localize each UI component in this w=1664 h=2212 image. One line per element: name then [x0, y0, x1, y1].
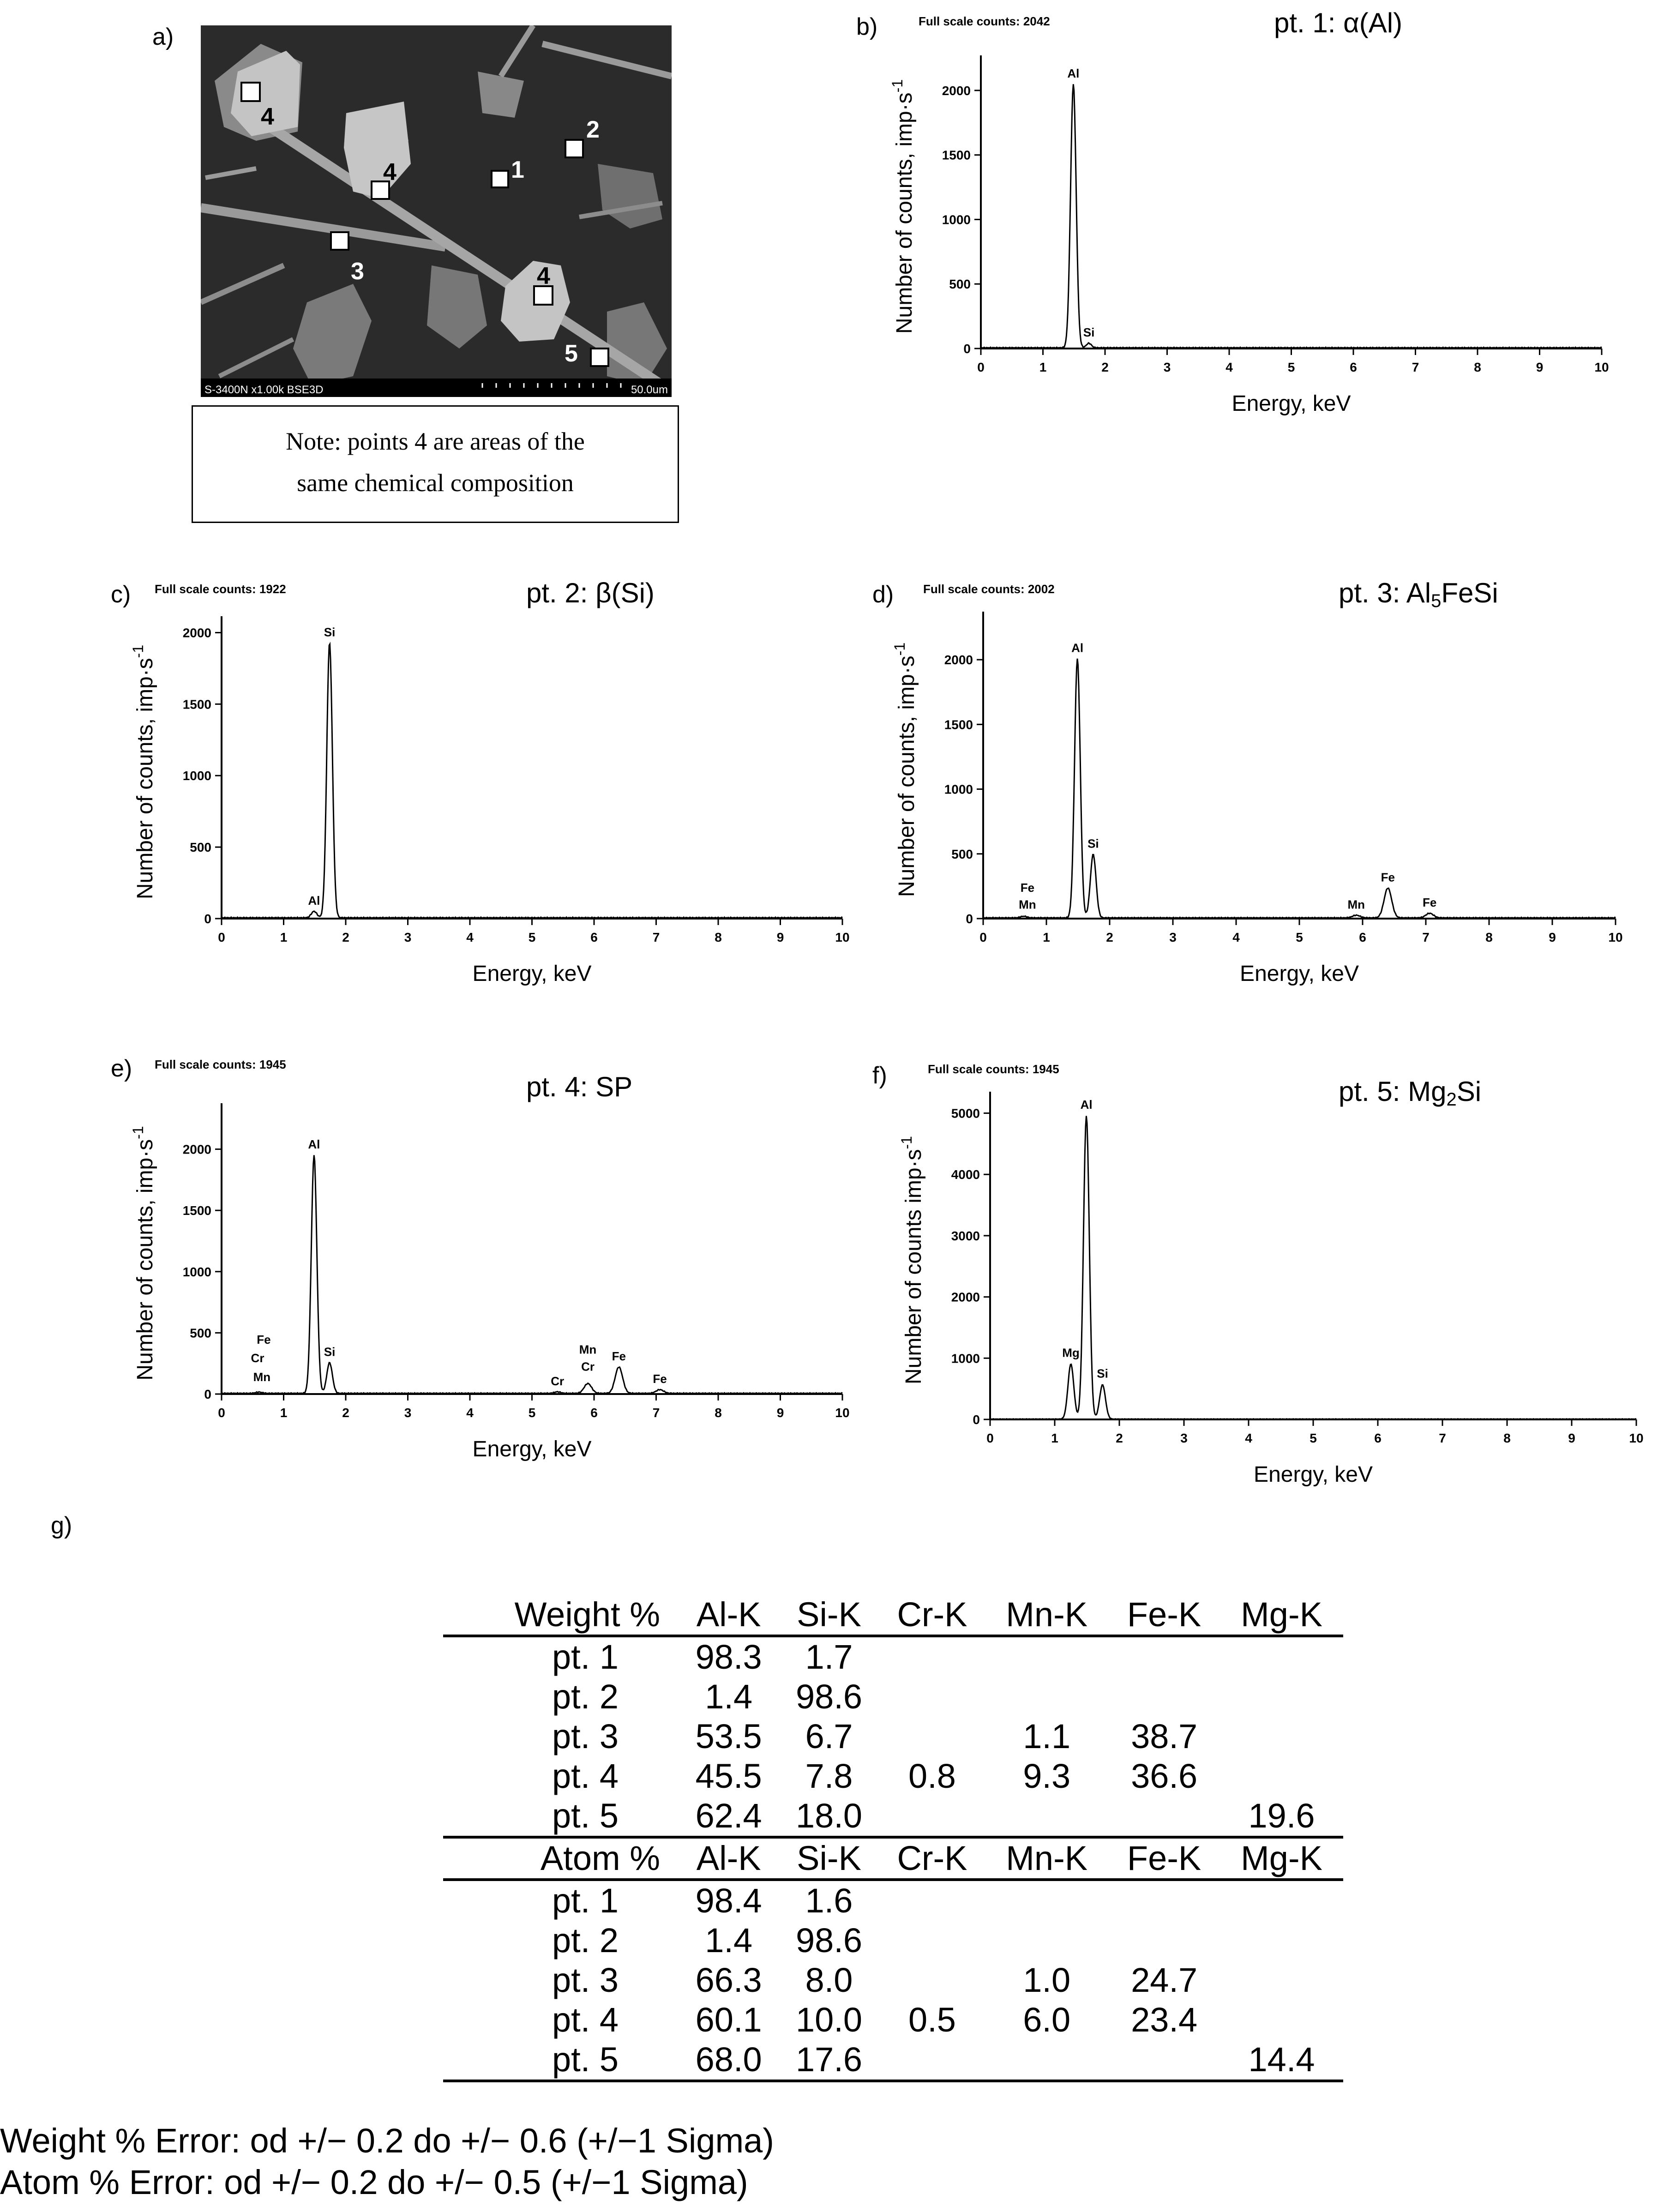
x-axis-label: Energy, keV [1240, 962, 1359, 986]
table-cell: 6.7 [805, 1717, 853, 1755]
x-tick-label: 7 [652, 1406, 660, 1420]
marker-label: 2 [586, 116, 600, 143]
table-cell: 53.5 [695, 1717, 762, 1755]
row-label: pt. 5 [443, 2040, 679, 2081]
y-tick-label: 500 [951, 847, 973, 861]
spectrum-chart-d [891, 577, 1623, 986]
row-label: pt. 1 [552, 1881, 619, 1920]
col-header: Mn-K [985, 1595, 1108, 1636]
col-header: Fe-K [1108, 1595, 1220, 1636]
table-cell [879, 1921, 985, 1960]
marker-label: 4 [537, 263, 550, 289]
y-axis-label-main: Number of counts, imp·s [133, 1139, 157, 1381]
y-axis-label-sup: -1 [891, 642, 908, 656]
y-tick-label: 500 [190, 1326, 211, 1340]
y-tick-label: 500 [190, 840, 211, 855]
y-tick-label: 1000 [944, 782, 973, 797]
panel-letter-g: g) [51, 1512, 72, 1539]
panel-letter-e: e) [111, 1055, 132, 1082]
peak-label: Fe [653, 1372, 667, 1386]
table-row [443, 2040, 1343, 2081]
y-tick-label: 2000 [951, 1290, 980, 1304]
y-tick-label: 0 [204, 1387, 211, 1401]
table-row [443, 1921, 1343, 1960]
spectrum-line [222, 1155, 842, 1394]
x-tick-label: 8 [715, 930, 722, 944]
table-cell [985, 1921, 1108, 1960]
peak-label: Al [1067, 66, 1080, 81]
x-tick-label: 10 [835, 1406, 850, 1420]
chart-title-main: pt. 4: SP [526, 1071, 633, 1102]
col-header: Al-K [679, 1595, 779, 1636]
micrograph-footer-left: S-3400N x1.00k BSE3D [204, 384, 324, 396]
table-cell: 98.4 [695, 1881, 762, 1920]
x-tick-label: 5 [1296, 930, 1303, 944]
spectrum-line [990, 1116, 1636, 1419]
row-label: pt. 4 [552, 1757, 619, 1795]
peak-label: Cr [251, 1351, 264, 1365]
table-row [443, 2000, 1343, 2040]
row-label: pt. 1 [552, 1638, 619, 1676]
x-tick-label: 5 [1310, 1431, 1317, 1445]
y-tick-label: 1000 [942, 212, 971, 227]
marker-label: 4 [261, 103, 274, 130]
peak-label: Si [324, 1345, 336, 1359]
chart-title-main: pt. 1: α(Al) [1274, 7, 1403, 38]
x-tick-label: 4 [1245, 1431, 1252, 1445]
y-tick-label: 5000 [951, 1106, 980, 1121]
x-tick-label: 6 [590, 1406, 598, 1420]
chart-title-sub: 2 [1446, 1089, 1457, 1110]
x-tick-label: 9 [776, 930, 784, 944]
micrograph-footer-right: 50.0um [631, 384, 668, 396]
col-header: Cr-K [879, 1837, 985, 1880]
note-line-2: same chemical composition [297, 469, 574, 497]
peak-label: Cr [581, 1359, 595, 1374]
col-header: Al-K [679, 1837, 779, 1880]
x-tick-label: 4 [1232, 930, 1240, 944]
table-cell: 0.5 [908, 2001, 956, 2039]
peak-label: Si [324, 625, 336, 639]
table-cell [879, 2040, 985, 2081]
x-tick-label: 4 [466, 1406, 474, 1420]
y-tick-label: 1000 [182, 1264, 211, 1279]
x-tick-label: 3 [404, 1406, 412, 1420]
x-tick-label: 2 [1101, 360, 1109, 374]
peak-label: Si [1097, 1366, 1108, 1381]
col-header: Mg-K [1220, 1595, 1343, 1636]
x-tick-label: 0 [218, 930, 225, 944]
table-cell: 45.5 [695, 1757, 762, 1795]
col-header: Si-K [779, 1837, 879, 1880]
marker-label: 5 [565, 340, 578, 367]
x-tick-label: 1 [1039, 360, 1047, 374]
col-header: Mn-K [985, 1837, 1108, 1880]
y-tick-label: 1500 [944, 717, 973, 732]
spectrum-line [983, 659, 1616, 919]
atom-error-note: Atom % Error: od +/− 0.2 do +/− 0.5 (+/−1 Sigma) [0, 2163, 748, 2201]
table-cell: 1.4 [705, 1921, 753, 1960]
col-header: Mg-K [1220, 1837, 1343, 1880]
peak-label: Fe [1381, 870, 1395, 884]
y-axis-label-main: Number of counts imp·s [901, 1149, 926, 1384]
weight-error-note: Weight % Error: od +/− 0.2 do +/− 0.6 (+/−1 Sigma) [0, 2122, 774, 2160]
peak-label: Mn [1347, 897, 1365, 912]
table-cell: 8.0 [805, 1961, 853, 1999]
x-tick-label: 0 [218, 1406, 225, 1420]
marker-label: 4 [383, 159, 396, 186]
y-axis-label-sup: -1 [130, 1126, 146, 1139]
y-tick-label: 1500 [942, 148, 971, 162]
table-row [443, 1717, 1343, 1756]
x-tick-label: 7 [1439, 1431, 1446, 1445]
chart-title-tail: Si [1456, 1076, 1482, 1107]
y-axis-label [889, 79, 917, 334]
x-tick-label: 1 [1051, 1431, 1058, 1445]
table-cell [1108, 1796, 1220, 1837]
x-axis-label: Energy, keV [1254, 1462, 1373, 1487]
panel-letter-b: b) [856, 13, 878, 40]
row-label: pt. 3 [552, 1717, 619, 1755]
table-cell [879, 1960, 985, 2000]
table-cell: 1.6 [805, 1881, 853, 1920]
atom-header: Atom % [443, 1837, 679, 1880]
table-cell [879, 1880, 985, 1921]
peak-label: Mg [1062, 1346, 1080, 1360]
panel-letter-d: d) [872, 581, 894, 608]
peak-label: Si [1087, 836, 1099, 851]
y-tick-label: 1500 [182, 697, 211, 712]
row-label: pt. 3 [552, 1961, 619, 1999]
table-cell [1220, 1756, 1343, 1796]
spectrum-chart-c [130, 577, 850, 986]
x-tick-label: 10 [835, 930, 850, 944]
y-tick-label: 0 [204, 912, 211, 926]
x-tick-label: 9 [1549, 930, 1556, 944]
x-tick-label: 6 [1350, 360, 1357, 374]
full-scale-counts: Full scale counts: 1922 [155, 582, 286, 596]
y-axis-label-main: Number of counts, imp·s [133, 658, 157, 900]
marker-label: 1 [511, 156, 524, 183]
table-row [443, 1960, 1343, 2000]
table-cell: 62.4 [679, 1796, 779, 1837]
table-cell [985, 1796, 1108, 1837]
y-axis-label-sup: -1 [898, 1136, 915, 1149]
x-tick-label: 6 [1374, 1431, 1382, 1445]
y-axis-label [898, 1136, 926, 1384]
x-axis-label: Energy, keV [472, 1437, 592, 1461]
table-cell: 6.0 [1023, 2001, 1071, 2039]
full-scale-counts: Full scale counts: 2042 [919, 14, 1050, 28]
table-cell [1220, 1880, 1343, 1921]
panel-letter-f: f) [872, 1062, 887, 1089]
row-label: pt. 2 [552, 1921, 619, 1960]
y-tick-label: 500 [949, 277, 971, 292]
peak-label: Fe [1020, 880, 1035, 895]
x-tick-label: 2 [342, 1406, 349, 1420]
chart-title-main: pt. 2: β(Si) [526, 577, 655, 608]
x-tick-label: 8 [1485, 930, 1493, 944]
x-tick-label: 8 [715, 1406, 722, 1420]
panel-letter-c: c) [111, 581, 131, 608]
y-tick-label: 2000 [182, 1142, 211, 1157]
x-tick-label: 3 [404, 930, 412, 944]
table-cell: 17.6 [779, 2040, 879, 2081]
x-tick-label: 6 [590, 930, 598, 944]
table-row [443, 1796, 1343, 1837]
x-tick-label: 2 [1116, 1431, 1123, 1445]
table-cell [879, 1636, 985, 1677]
y-tick-label: 1000 [182, 769, 211, 783]
x-tick-label: 8 [1474, 360, 1481, 374]
row-label: pt. 4 [552, 2001, 619, 2039]
chart-title [526, 577, 655, 608]
table-cell [879, 1796, 985, 1837]
table-cell [879, 1677, 985, 1717]
x-tick-label: 1 [280, 1406, 288, 1420]
table-row [443, 1880, 1343, 1921]
peak-label: Fe [257, 1333, 271, 1347]
marker-label: 3 [351, 258, 364, 285]
table-cell: 1.0 [1023, 1961, 1071, 1999]
table-cell: 24.7 [1131, 1961, 1198, 1999]
y-tick-label: 4000 [951, 1167, 980, 1182]
chart-title [1339, 577, 1498, 611]
panel-letter-a: a) [152, 24, 174, 50]
full-scale-counts: Full scale counts: 1945 [155, 1058, 286, 1071]
peak-label: Si [1083, 325, 1095, 340]
peak-label: Al [308, 1137, 320, 1152]
peak-label: Mn [1019, 897, 1036, 912]
y-tick-label: 3000 [951, 1228, 980, 1243]
x-tick-label: 9 [776, 1406, 784, 1420]
peak-label: Cr [551, 1374, 565, 1388]
chart-title [1274, 7, 1402, 38]
x-tick-label: 5 [528, 930, 536, 944]
peak-label: Fe [612, 1349, 626, 1363]
y-tick-label: 1000 [951, 1351, 980, 1366]
table-row [443, 1677, 1343, 1717]
x-tick-label: 1 [280, 930, 288, 944]
x-tick-label: 9 [1568, 1431, 1575, 1445]
y-axis-label-main: Number of counts, imp·s [895, 655, 919, 897]
x-tick-label: 1 [1043, 930, 1050, 944]
y-tick-label: 2000 [182, 625, 211, 640]
x-tick-label: 5 [528, 1406, 536, 1420]
x-tick-label: 10 [1608, 930, 1623, 944]
x-tick-label: 7 [652, 930, 660, 944]
table-cell: 98.6 [796, 1921, 863, 1960]
table-cell [1108, 1636, 1220, 1677]
x-tick-label: 9 [1536, 360, 1544, 374]
weight-header: Weight % [443, 1595, 679, 1636]
y-tick-label: 1500 [182, 1203, 211, 1218]
table-cell: 23.4 [1131, 2001, 1198, 2039]
col-header: Cr-K [879, 1595, 985, 1636]
y-axis-label [891, 643, 919, 897]
table-cell [985, 1880, 1108, 1921]
full-scale-counts: Full scale counts: 2002 [923, 582, 1055, 596]
y-tick-label: 0 [966, 912, 973, 926]
y-axis-label-sup: -1 [889, 79, 906, 93]
peak-label: Mn [253, 1370, 271, 1384]
table-cell [985, 1677, 1108, 1717]
table-cell [1220, 2000, 1343, 2040]
note-line-1: Note: points 4 are areas of the [286, 427, 585, 455]
x-tick-label: 2 [342, 930, 349, 944]
spectrum-chart-b [889, 7, 1609, 416]
table-cell: 36.6 [1131, 1757, 1198, 1795]
y-axis-label-sup: -1 [130, 644, 146, 658]
table-cell: 10.0 [796, 2001, 863, 2039]
x-tick-label: 2 [1106, 930, 1113, 944]
y-axis-label [130, 645, 157, 899]
table-cell: 1.1 [1023, 1717, 1071, 1755]
y-axis-label [130, 1126, 157, 1380]
table-cell: 7.8 [805, 1757, 853, 1795]
peak-label: Fe [1423, 896, 1437, 910]
table-cell: 98.6 [796, 1677, 863, 1716]
table-cell: 66.3 [695, 1961, 762, 1999]
table-cell: 9.3 [1023, 1757, 1071, 1795]
x-axis-label: Energy, keV [1231, 391, 1351, 416]
table-cell [985, 1636, 1108, 1677]
x-tick-label: 6 [1359, 930, 1366, 944]
composition-table [443, 1595, 1343, 2082]
x-tick-label: 4 [1225, 360, 1233, 374]
peak-label: Al [1071, 641, 1084, 655]
table-row [443, 1756, 1343, 1796]
spectrum-line [222, 644, 842, 919]
chart-title [1339, 1076, 1481, 1110]
table-cell [1220, 1636, 1343, 1677]
row-label: pt. 5 [443, 1796, 679, 1837]
table-row [443, 1636, 1343, 1677]
table-cell [1108, 2040, 1220, 2081]
y-tick-label: 2000 [942, 83, 971, 98]
table-cell [1220, 1960, 1343, 2000]
x-tick-label: 3 [1163, 360, 1171, 374]
peak-label: Al [1080, 1098, 1093, 1112]
table-cell [985, 2040, 1108, 2081]
table-cell: 1.7 [805, 1638, 853, 1676]
x-tick-label: 0 [977, 360, 985, 374]
table-cell: 98.3 [695, 1638, 762, 1676]
x-tick-label: 7 [1422, 930, 1430, 944]
spectrum-chart-f [898, 1062, 1644, 1487]
x-axis-label: Energy, keV [472, 962, 592, 986]
table-cell [1108, 1677, 1220, 1717]
table-cell: 38.7 [1131, 1717, 1198, 1755]
chart-title-main: pt. 5: Mg [1339, 1076, 1447, 1107]
y-tick-label: 0 [973, 1413, 980, 1427]
table-cell: 18.0 [779, 1796, 879, 1837]
x-tick-label: 8 [1503, 1431, 1511, 1445]
table-cell [879, 1717, 985, 1756]
x-tick-label: 3 [1169, 930, 1177, 944]
table-cell [1220, 1677, 1343, 1717]
peak-label: Al [308, 894, 320, 908]
table-cell: 19.6 [1220, 1796, 1343, 1837]
table-cell: 68.0 [679, 2040, 779, 2081]
table-cell [1220, 1921, 1343, 1960]
table-cell: 60.1 [695, 2001, 762, 2039]
chart-title-sub: 5 [1431, 591, 1442, 611]
table-cell: 0.8 [908, 1757, 956, 1795]
y-tick-label: 0 [963, 342, 971, 356]
table-cell [1108, 1880, 1220, 1921]
x-tick-label: 0 [979, 930, 987, 944]
chart-title-main: pt. 3: Al [1339, 577, 1431, 608]
peak-label: Mn [579, 1342, 597, 1357]
col-header: Fe-K [1108, 1837, 1220, 1880]
table-cell [1220, 1717, 1343, 1756]
chart-title [526, 1071, 632, 1102]
full-scale-counts: Full scale counts: 1945 [928, 1062, 1059, 1076]
row-label: pt. 2 [552, 1677, 619, 1716]
table-cell: 1.4 [705, 1677, 753, 1716]
x-tick-label: 5 [1287, 360, 1295, 374]
y-tick-label: 2000 [944, 653, 973, 667]
x-tick-label: 0 [986, 1431, 994, 1445]
x-tick-label: 4 [466, 930, 474, 944]
table-cell: 14.4 [1220, 2040, 1343, 2081]
chart-title-tail: FeSi [1441, 577, 1498, 608]
x-tick-label: 3 [1180, 1431, 1188, 1445]
col-header: Si-K [779, 1595, 879, 1636]
spectrum-line [981, 84, 1602, 348]
table-cell [1108, 1921, 1220, 1960]
spectrum-chart-e [130, 1058, 850, 1461]
x-tick-label: 7 [1412, 360, 1419, 374]
x-tick-label: 10 [1629, 1431, 1644, 1445]
y-axis-label-main: Number of counts, imp·s [892, 92, 917, 334]
x-tick-label: 10 [1594, 360, 1609, 374]
